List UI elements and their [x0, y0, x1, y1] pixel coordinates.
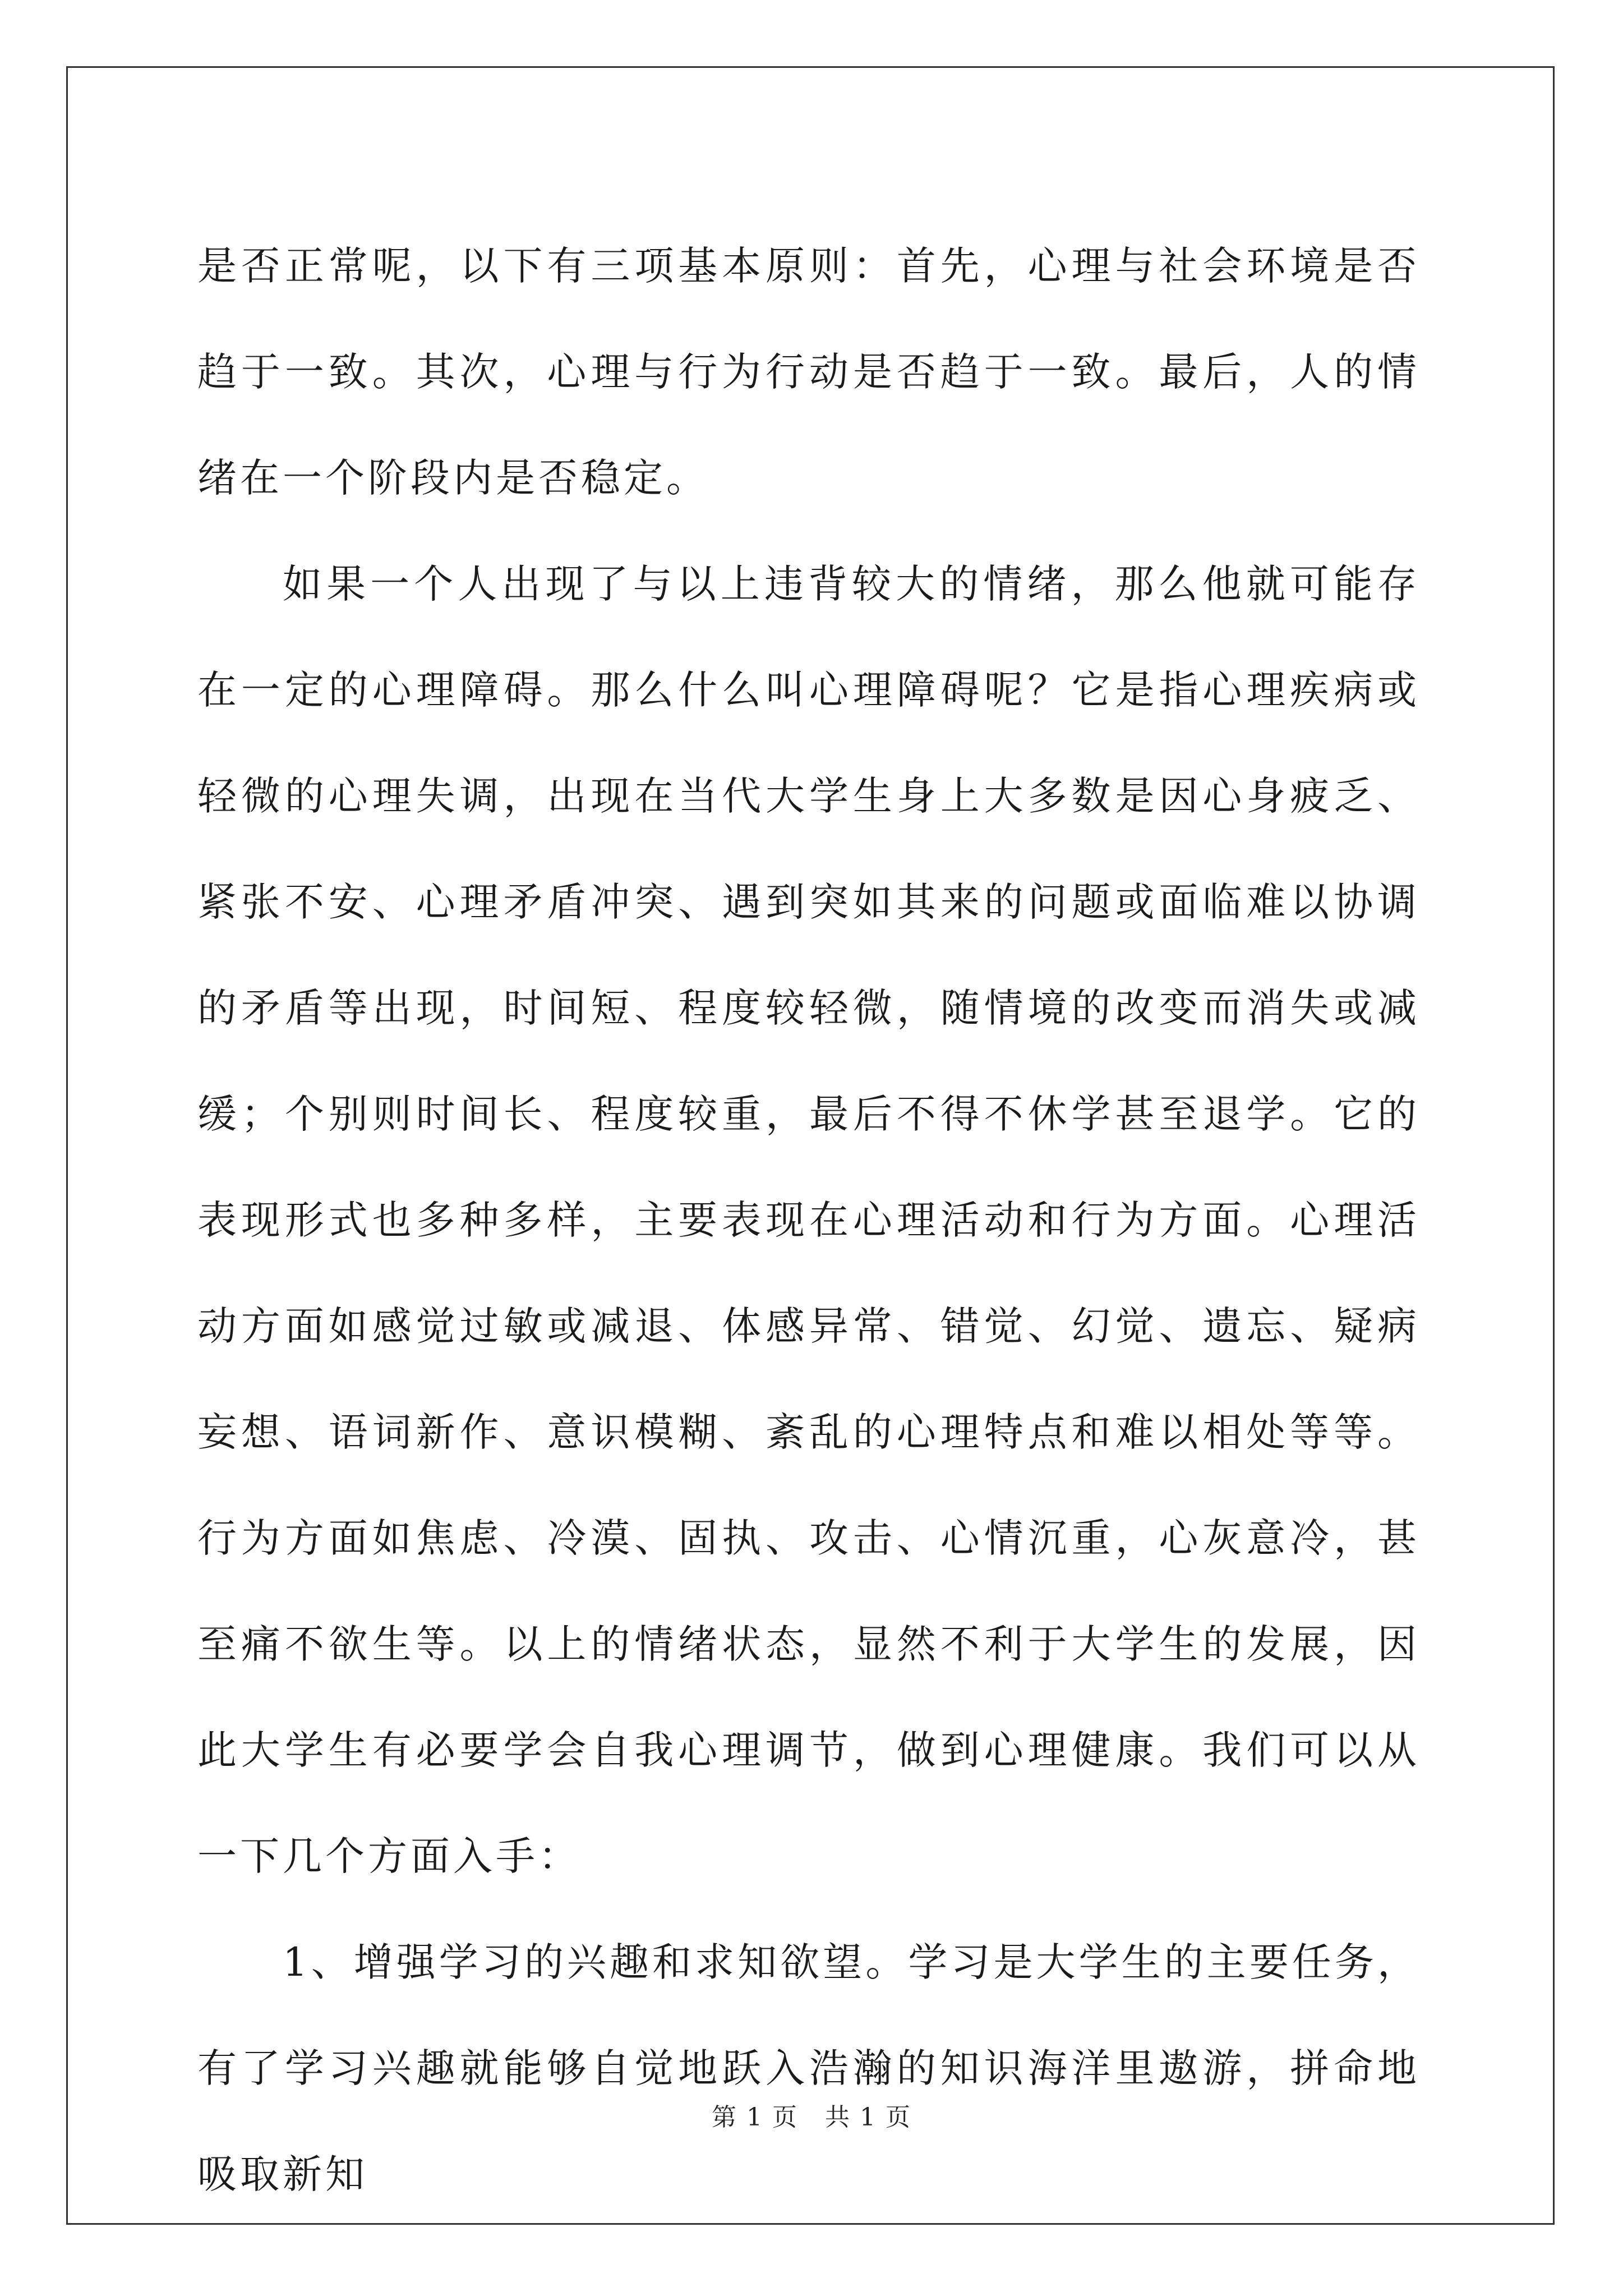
paragraph-1: 是否正常呢，以下有三项基本原则：首先，心理与社会环境是否趋于一致。其次，心理与行为行动是否趋于一致。最后，人的情绪在一个阶段内是否稳定。 [197, 243, 1420, 501]
document-body [197, 213, 1420, 2228]
paragraph-3: 1、增强学习的兴趣和求知欲望。学习是大学生的主要任务，有了学习兴趣就能够自觉地跃入浩瀚的知识海洋里遨游，拼命地吸取新知 [197, 1939, 1420, 2197]
paragraph-2: 如果一个人出现了与以上违背较大的情绪，那么他就可能存在一定的心理障碍。那么什么叫心理障碍呢？它是指心理疾病或轻微的心理失调，出现在当代大学生身上大多数是因心身疲乏、紧张不安、心理矛盾冲突、遇到突如其来的问题或面临难以协调的矛盾等出现，时间短、程度较轻微，随情境的改变而消失或减缓；个别则时间长、程度较重，最后不得不休学甚至退学。它的表现形式也多种多样，主要表现在心理活动和行为方面。心理活动方面如感觉过敏或减退、体感异常、错觉、幻觉、遗忘、疑病妄想、语词新作、意识模糊、紊乱的心理特点和难以相处等等。行为方面如焦虑、冷漠、固执、攻击、心情沉重，心灰意冷，甚至痛不欲生等。以上的情绪状态，显然不利于大学生的发展，因此大学生有必要学会自我心理调节，做到心理健康。我们可以从一下几个方面入手： [197, 561, 1420, 1879]
footer-spacer [798, 2103, 825, 2132]
page-number: 第 1 页 [712, 2103, 799, 2132]
page-footer [0, 2101, 1623, 2134]
page-total: 共 1 页 [824, 2103, 911, 2132]
